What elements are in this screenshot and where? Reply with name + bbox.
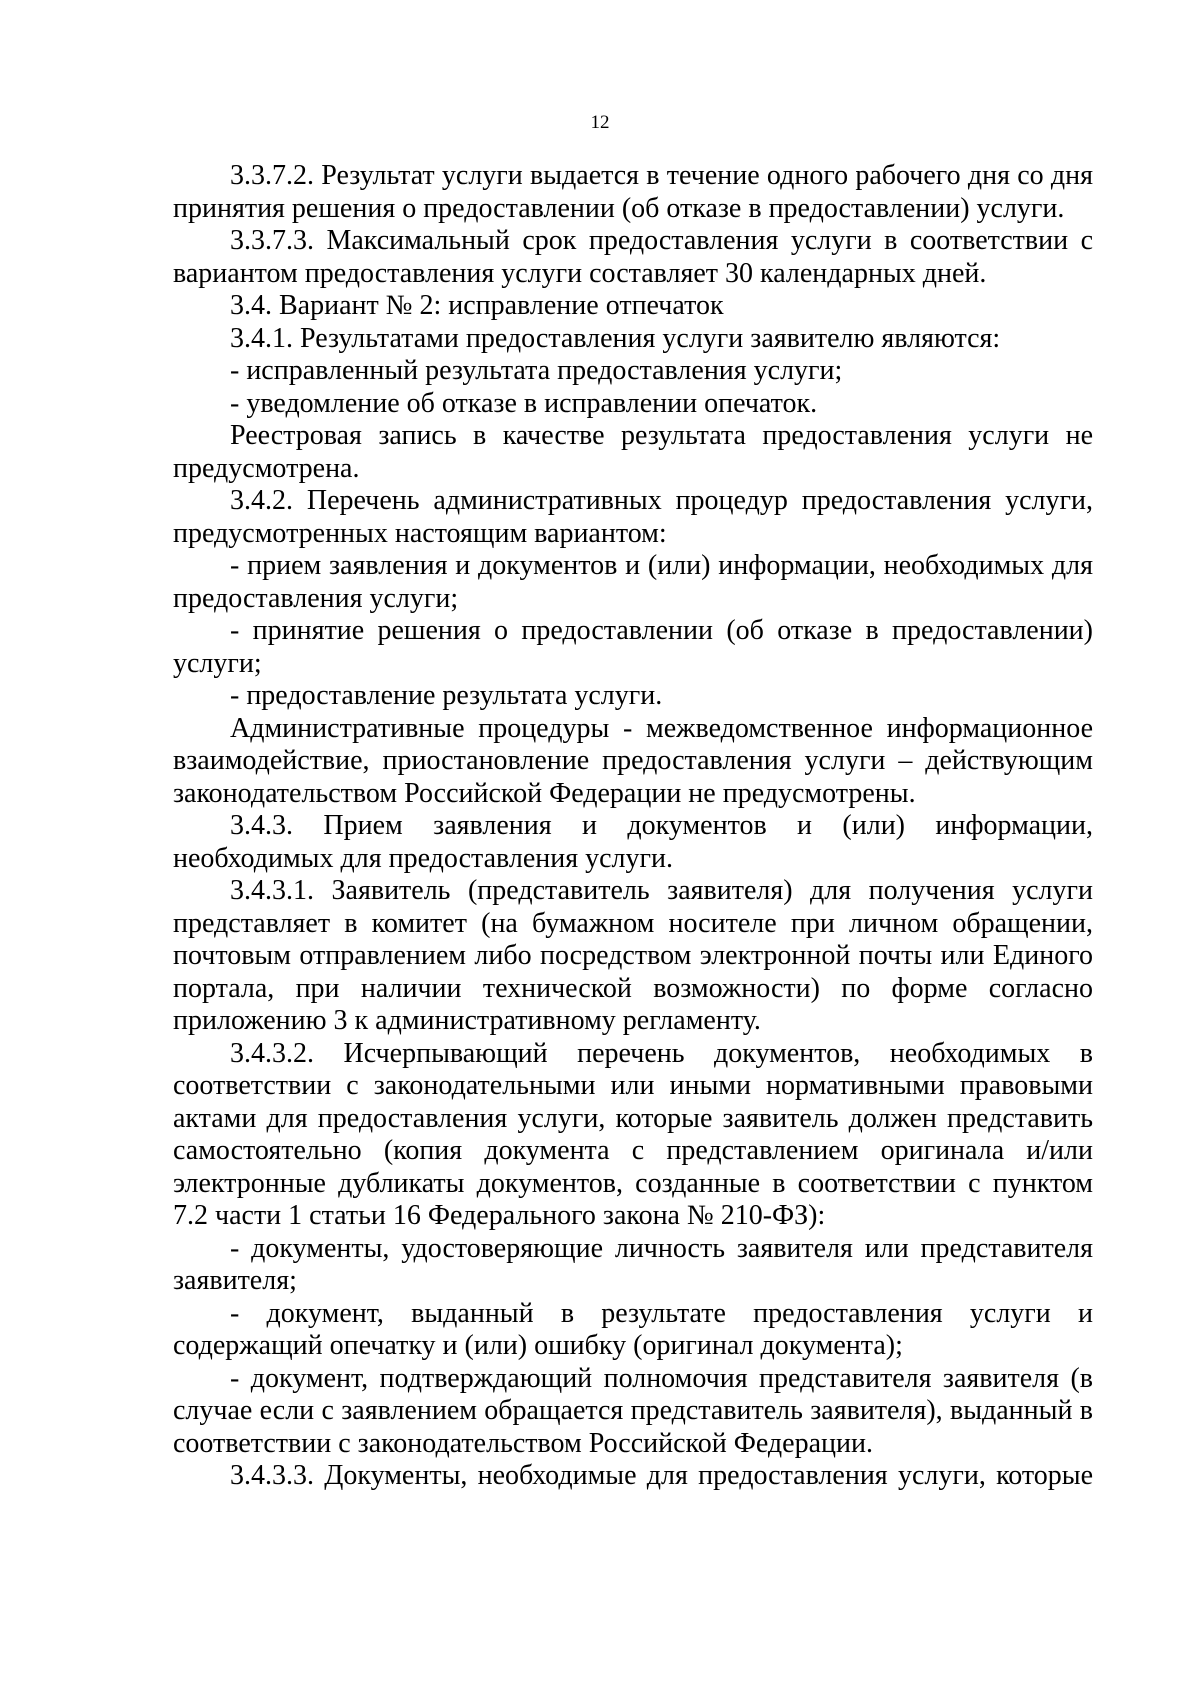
paragraph-registry-entry: Реестровая запись в качестве результата предоставления услуги не предусмотрена. [173, 420, 1093, 484]
list-item-authority-document: - документ, подтверждающий полномочия представителя заявителя (в случае если с заявлением обращается представитель заявителя), выданный в соответствии с законодательством Российской Федерации. [173, 1362, 1093, 1459]
list-item-refusal-notice: - уведомление об отказе в исправлении опечаток. [230, 387, 818, 419]
list-item-document-with-typo: - документ, выданный в результате предоставления услуги и содержащий опечатку и (или) ошибку (оригинал документа); [173, 1297, 1093, 1361]
list-item-application-intake: - прием заявления и документов и (или) информации, необходимых для предоставления услуги; [173, 550, 1093, 614]
paragraph-3-4-heading: 3.4. Вариант № 2: исправление отпечаток [230, 290, 724, 321]
list-item-identity-documents: - документы, удостоверяющие личность заявителя или представителя заявителя; [173, 1232, 1093, 1296]
paragraph-3-3-7-3: 3.3.7.3. Максимальный срок предоставления услуги в соответствии с вариантом предоставления услуги составляет 30 календарных дней. [173, 225, 1093, 289]
paragraph-3-4-3-3: 3.4.3.3. Документы, необходимые для предоставления услуги, которые [230, 1460, 1093, 1491]
paragraph-3-4-3-2: 3.4.3.2. Исчерпывающий перечень документов, необходимых в соответствии с законодательными или иными нормативными правовыми актами для предоставления услуги, которые заявитель должен представить самостоятельно (копия документа с представлением оригинала и/или электронные дубликаты документов, созданные в соответствии с пунктом 7.2 части 1 статьи 16 Федерального закона № 210-ФЗ): [173, 1037, 1093, 1231]
page-number: 12 [590, 112, 610, 133]
paragraph-3-4-1: 3.4.1. Результатами предоставления услуги заявителю являются: [230, 322, 1001, 354]
document-body [173, 160, 1093, 1493]
list-item-decision: - принятие решения о предоставлении (об отказе в предоставлении) услуги; [173, 615, 1093, 679]
paragraph-3-4-3-1: 3.4.3.1. Заявитель (представитель заявителя) для получения услуги представляет в комитет (на бумажном носителе при личном обращении, почтовым отправлением либо посредством электронной почты или Единого портала, при наличии технической возможности) по форме согласно приложению 3 к административному регламенту. [173, 875, 1093, 1036]
paragraph-admin-procedures: Административные процедуры - межведомственное информационное взаимодействие, приостановление предоставления услуги – действующим законодательством Российской Федерации не предусмотрены. [173, 712, 1093, 809]
paragraph-3-4-3: 3.4.3. Прием заявления и документов и (или) информации, необходимых для предоставления услуги. [173, 810, 1093, 874]
paragraph-3-4-2: 3.4.2. Перечень административных процедур предоставления услуги, предусмотренных настоящим вариантом: [173, 485, 1093, 549]
paragraph-3-3-7-2: 3.3.7.2. Результат услуги выдается в течение одного рабочего дня со дня принятия решения о предоставлении (об отказе в предоставлении) услуги. [173, 160, 1093, 224]
list-item-result-delivery: - предоставление результата услуги. [230, 680, 663, 711]
list-item-corrected-result: - исправленный результата предоставления услуги; [230, 355, 843, 386]
